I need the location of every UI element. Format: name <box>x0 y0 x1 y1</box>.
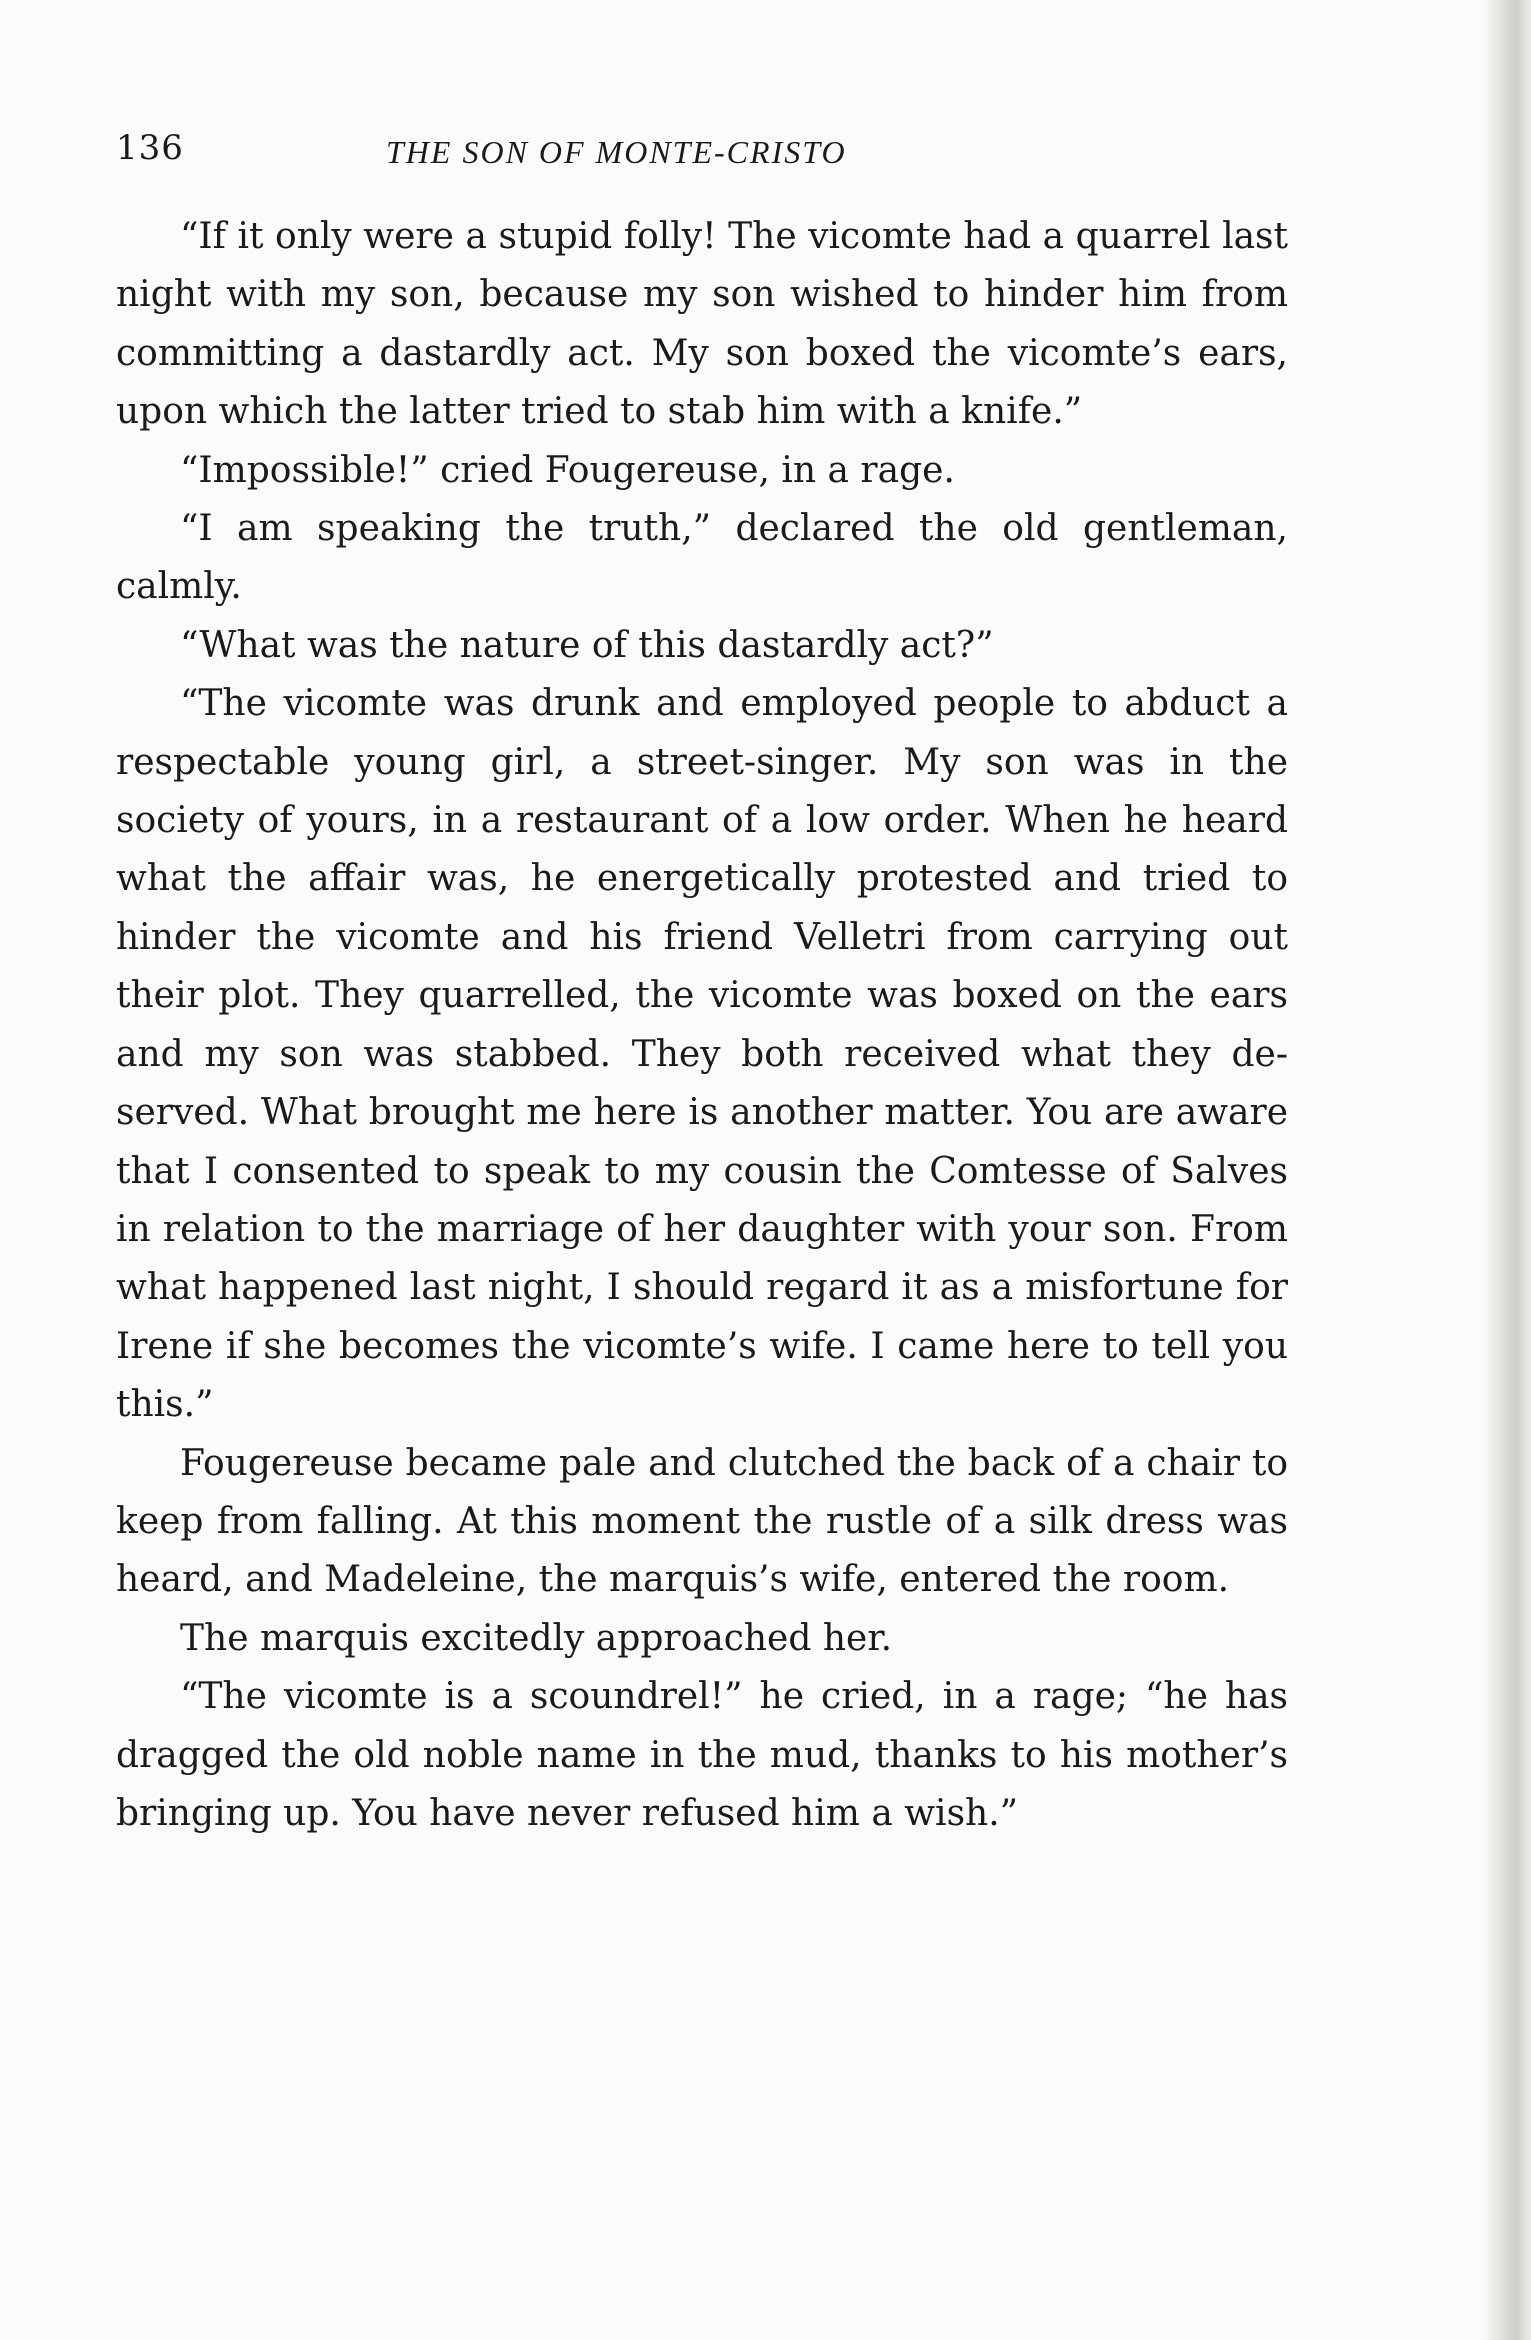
paragraph: “The vicomte is a scoundrel!” he cried, in a rage; “he has dragged the old noble name in the mud, thanks to his mother’s bringing up. You have never refused him a wish.” <box>116 1676 1288 1834</box>
running-title: THE SON OF MONTE-CRISTO <box>386 134 847 170</box>
paragraph: “What was the nature of this dastardly act?” <box>180 624 994 666</box>
paragraph: “Impossible!” cried Fougereuse, in a rage. <box>180 449 955 491</box>
paragraph: Fougereuse became pale and clutched the back of a chair to keep from falling. At this moment the rustle of a silk dress was heard, and Madeleine, the marquis’s wife, entered the room. <box>116 1442 1288 1601</box>
page-header <box>116 128 1296 188</box>
paragraph: “I am speaking the truth,” declared the old gentleman, calmly. <box>116 508 1288 608</box>
paragraph: “The vicomte was drunk and employed people to abduct a respectable young girl, a street-singer. My son was in the society of yours, in a restaurant of a low order. When he heard what the affair was, he energetically protested and tried to hinder the vicomte and his friend Velletri from carrying out their plot. They quarrelled, the vicomte was boxed on the ears and my son was stabbed. They both received what they deserved. What brought me here is another matter. You are aware that I consented to speak to my cousin the Comtesse of Salves in relation to the marriage of her daughter with your son. From what happened last night, I should regard it as a misfortune for Irene if she becomes the vicomte’s wife. I came here to tell you this.” <box>116 683 1288 1426</box>
paragraph: The marquis excitedly approached her. <box>180 1617 893 1659</box>
paragraph: “If it only were a stupid folly! The vicomte had a quarrel last night with my son, because my son wished to hinder him from committing a dastardly act. My son boxed the vicomte’s ears, upon which the latter tried to stab him with a knife.” <box>116 216 1288 433</box>
page-edge-shadow <box>1483 0 1531 2340</box>
page-number: 136 <box>116 128 184 168</box>
body-text <box>116 208 1288 1843</box>
